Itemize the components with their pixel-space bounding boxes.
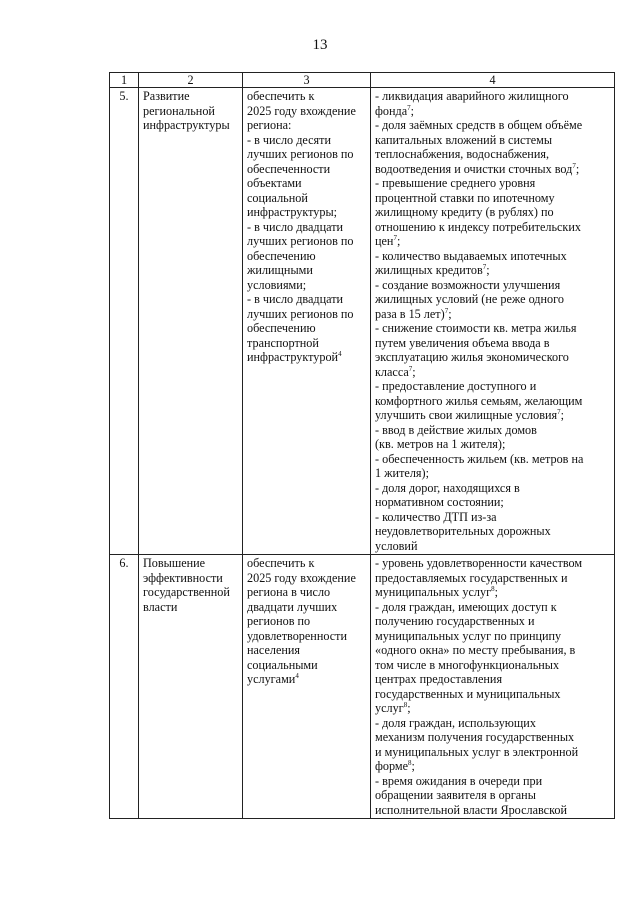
cell-line: - уровень удовлетворенности качеством xyxy=(375,556,583,570)
cell-line: двадцати лучших xyxy=(247,599,338,614)
cell-line: теплоснабжения, водоснабжения, xyxy=(375,147,550,161)
goals-table xyxy=(109,72,615,819)
cell-line: нормативном состоянии; xyxy=(375,495,504,509)
header-cell-1: 1 xyxy=(110,73,139,88)
cell-line: - в число десяти xyxy=(247,132,331,147)
cell-line: социальными xyxy=(247,657,318,672)
cell-line: процентной ставки по ипотечному xyxy=(375,190,555,205)
row-indicators xyxy=(371,88,615,555)
footnote-marker: 8 xyxy=(408,759,412,767)
cell-line: жилищными xyxy=(247,263,313,277)
footnote-marker: 8 xyxy=(491,585,495,593)
cell-line: условий xyxy=(375,538,418,553)
cell-line: 1 жителя); xyxy=(375,466,429,480)
cell-line: обеспечению xyxy=(247,321,316,335)
cell-line: эффективности xyxy=(143,570,223,585)
cell-line: муниципальных услуг$^8$; xyxy=(375,585,498,599)
row-number: 5. xyxy=(110,88,139,555)
cell-line: путем увеличения объема ввода в xyxy=(375,335,550,350)
cell-line: Развитие xyxy=(143,89,190,103)
cell-line: Повышение xyxy=(143,556,206,570)
cell-line: - доля заёмных средств в общем объёме xyxy=(375,118,583,132)
cell-line: и муниципальных услуг в электронной xyxy=(375,744,579,759)
row-number: 6. xyxy=(110,555,139,819)
cell-line: центрах предоставления xyxy=(375,672,503,686)
table-row xyxy=(110,555,615,819)
cell-line: улучшить свои жилищные условия$^7$; xyxy=(375,408,564,422)
cell-line: - количество ДТП из-за xyxy=(375,509,497,524)
cell-line: том числе в многофункциональных xyxy=(375,657,560,672)
cell-line: услуг$^8$; xyxy=(375,701,411,715)
cell-line: - ликвидация аварийного жилищного xyxy=(375,89,569,103)
row-goal xyxy=(243,88,371,555)
cell-line: лучших регионов по xyxy=(247,306,354,321)
footnote-marker: 4 xyxy=(295,672,299,680)
cell-line: инфраструктурой$^4$ xyxy=(247,350,342,364)
cell-line: - создание возможности улучшения xyxy=(375,277,561,292)
cell-line: государственной xyxy=(143,585,230,599)
cell-line: социальной xyxy=(247,190,308,205)
cell-line: 2025 году вхождение xyxy=(247,103,356,118)
cell-line: транспортной xyxy=(247,335,319,350)
cell-line: удовлетворенности xyxy=(247,628,347,643)
cell-line: жилищному кредиту (в рублях) по xyxy=(375,205,554,219)
cell-line: лучших регионов по xyxy=(247,234,354,248)
cell-line: комфортного жилья семьям, желающим xyxy=(375,393,583,408)
header-cell-3: 3 xyxy=(243,73,371,88)
page-number: 13 xyxy=(312,37,328,53)
footnote-marker: 7 xyxy=(557,408,561,416)
footnote-marker: 4 xyxy=(338,350,342,358)
cell-line: «одного окна» по месту пребывания, в xyxy=(375,643,576,657)
cell-line: - предоставление доступного и xyxy=(375,379,537,393)
cell-line: класса$^7$; xyxy=(375,364,416,379)
row-title xyxy=(139,88,243,555)
footnote-marker: 7 xyxy=(407,103,411,112)
cell-line: предоставляемых государственных и xyxy=(375,570,568,585)
cell-line: условиями; xyxy=(247,277,307,292)
header-cell-4: 4 xyxy=(371,73,615,88)
cell-line: регионов по xyxy=(247,614,311,628)
cell-line: жилищных условий (не реже одного xyxy=(375,292,564,306)
cell-line: региона: xyxy=(247,118,292,132)
footnote-marker: 7 xyxy=(393,234,397,242)
table-header-row xyxy=(110,73,615,88)
cell-line: раза в 15 лет)$^7$; xyxy=(375,306,452,321)
cell-line: муниципальных услуг по принципу xyxy=(375,628,562,643)
cell-line: капитальных вложений в системы xyxy=(375,132,553,147)
cell-line: неудовлетворительных дорожных xyxy=(375,524,551,538)
cell-line: региона в число xyxy=(247,585,331,599)
cell-line: обеспечить к xyxy=(247,89,315,103)
cell-line: - время ожидания в очереди при xyxy=(375,773,543,788)
row-indicators xyxy=(371,555,615,819)
table-row xyxy=(110,88,615,555)
cell-line: получению государственных и xyxy=(375,614,535,628)
footnote-marker: 7 xyxy=(444,306,449,315)
cell-line: инфраструктуры xyxy=(143,118,230,132)
row-title xyxy=(139,555,243,819)
cell-line: - ввод в действие жилых домов xyxy=(375,422,537,437)
cell-line: - доля граждан, использующих xyxy=(375,715,536,730)
cell-line: услугами$^4$ xyxy=(247,672,299,686)
cell-line: водоотведения и очистки сточных вод$^7$; xyxy=(375,161,580,176)
cell-line: региональной xyxy=(143,103,215,118)
footnote-marker: 7 xyxy=(482,263,487,271)
cell-line: фонда$^7$; xyxy=(375,103,415,118)
footnote-marker: 7 xyxy=(408,364,413,373)
cell-line: - доля дорог, находящихся в xyxy=(375,480,520,495)
cell-line: эксплуатацию жилья экономического xyxy=(375,350,569,364)
cell-line: лучших регионов по xyxy=(247,147,354,161)
cell-line: - количество выдаваемых ипотечных xyxy=(375,248,567,263)
cell-line: населения xyxy=(247,643,301,657)
cell-line: цен$^7$; xyxy=(375,234,401,248)
cell-line: обеспечению xyxy=(247,248,316,263)
cell-line: - превышение среднего уровня xyxy=(375,176,536,190)
cell-line: (кв. метров на 1 жителя); xyxy=(375,437,506,451)
footnote-marker: 8 xyxy=(403,701,408,709)
cell-line: обеспечить к xyxy=(247,556,315,570)
cell-line: отношению к индексу потребительских xyxy=(375,219,581,234)
footnote-marker: 7 xyxy=(572,161,576,170)
cell-line: - в число двадцати xyxy=(247,292,344,306)
cell-line: жилищных кредитов$^7$; xyxy=(375,263,490,277)
cell-line: форме$^8$; xyxy=(375,759,415,773)
cell-line: обеспеченности xyxy=(247,161,331,176)
cell-line: власти xyxy=(143,599,178,614)
cell-line: инфраструктуры; xyxy=(247,205,338,219)
cell-line: - в число двадцати xyxy=(247,219,344,234)
cell-line: механизм получения государственных xyxy=(375,730,575,744)
row-goal xyxy=(243,555,371,819)
cell-line: - доля граждан, имеющих доступ к xyxy=(375,599,557,614)
cell-line: 2025 году вхождение xyxy=(247,570,356,585)
cell-line: - обеспеченность жильем (кв. метров на xyxy=(375,451,584,466)
cell-line: объектами xyxy=(247,176,302,190)
cell-line: - снижение стоимости кв. метра жилья xyxy=(375,321,577,335)
cell-line: государственных и муниципальных xyxy=(375,686,561,701)
cell-line: обращении заявителя в органы xyxy=(375,788,536,802)
cell-line: исполнительной власти Ярославской xyxy=(375,802,567,817)
header-cell-2: 2 xyxy=(139,73,243,88)
